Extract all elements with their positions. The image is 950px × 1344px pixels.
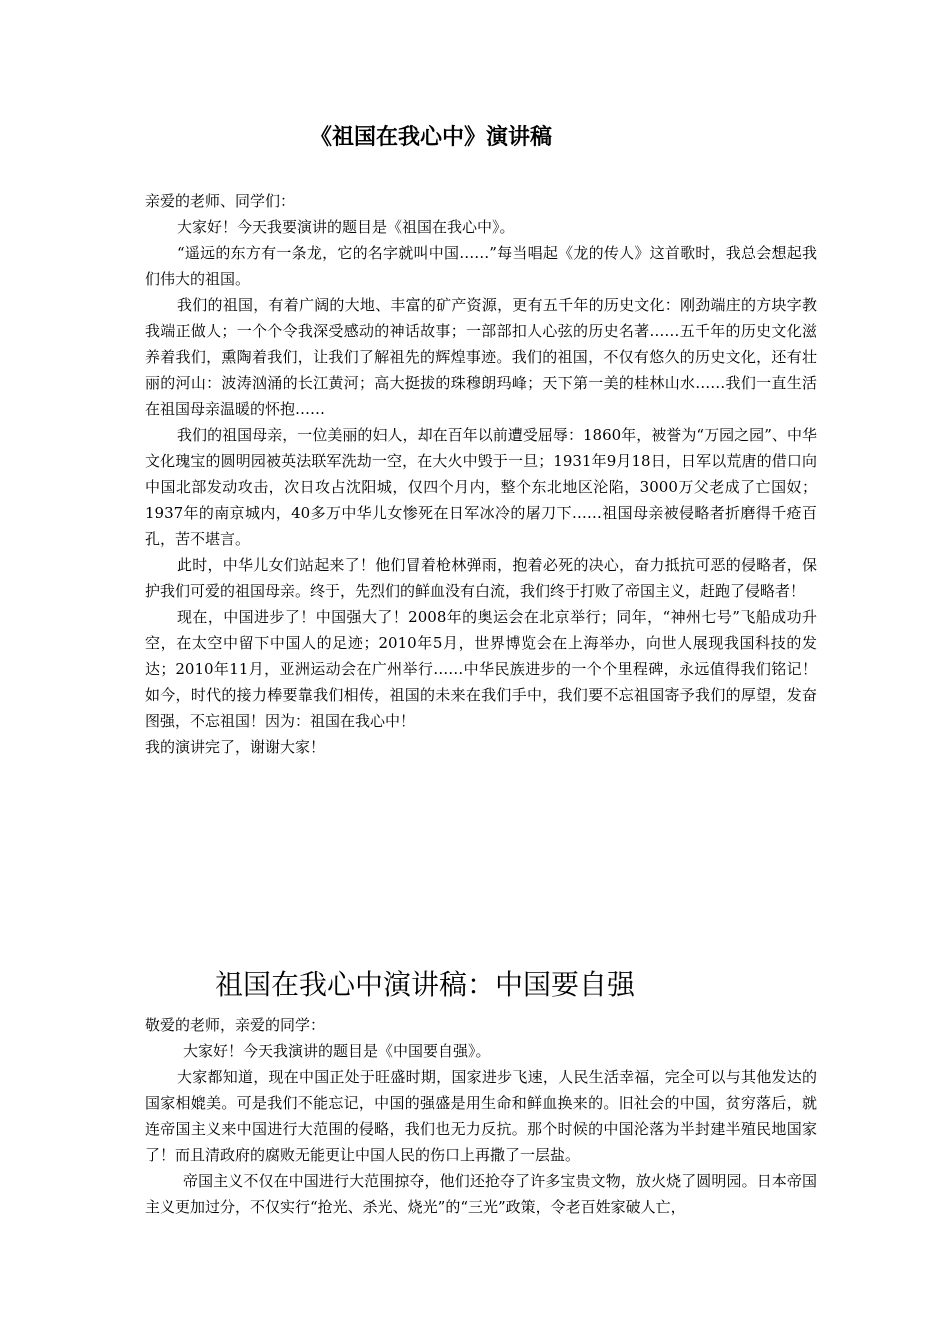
second-article-title: 祖国在我心中演讲稿：中国要自强 [215,968,636,1001]
second-article-body [145,1012,817,1220]
article-title: 《祖国在我心中》演讲稿 [309,125,552,150]
paragraph: 我们的祖国，有着广阔的大地、丰富的矿产资源，更有五千年的历史文化：刚劲端庄的方块字教我端正做人；一个个令我深受感动的神话故事；一部部扣人心弦的历史名著……五千年的历史文化滋养着我们，熏陶着我们，让我们了解祖先的辉煌事迹。我们的祖国，不仅有悠久的历史文化，还有壮丽的河山：波涛汹涌的长江黄河；高大挺拔的珠穆朗玛峰；天下第一美的桂林山水……我们一直生活在祖国母亲温暖的怀抱…… [145,296,817,418]
closing-line: 我的演讲完了，谢谢大家！ [145,738,326,756]
paragraph: 大家都知道，现在中国正处于旺盛时期，国家进步飞速，人民生活幸福，完全可以与其他发达的国家相媲美。可是我们不能忘记，中国的强盛是用生命和鲜血换来的。旧社会的中国，贫穷落后，就连帝国主义来中国进行大范围的侵略，我们也无力反抗。那个时候的中国沦落为半封建半殖民地国家了！而且清政府的腐败无能更让中国人民的伤口上再撒了一层盐。 [145,1068,817,1164]
paragraph: 大家好！今天我要演讲的题目是《祖国在我心中》。 [177,218,515,236]
paragraph: 帝国主义不仅在中国进行大范围掠夺，他们还抢夺了许多宝贵文物，放火烧了圆明园。日本帝国主义更加过分，不仅实行“抢光、杀光、烧光”的“三光”政策，令老百姓家破人亡， [145,1172,817,1216]
article-body [145,188,817,760]
paragraph: 我们的祖国母亲，一位美丽的妇人，却在百年以前遭受屈辱：1860年，被誉为“万园之园”、中华文化瑰宝的圆明园被英法联军洗劫一空，在大火中毁于一旦；1931年9月18日，日军以荒唐的借口向中国北部发动攻击，次日攻占沈阳城，仅四个月内，整个东北地区沦陷，3000万父老成了亡国奴；1937年的南京城内，40多万中华儿女惨死在日军冰冷的屠刀下……祖国母亲被侵略者折磨得千疮百孔，苦不堪言。 [145,426,817,548]
paragraph: “遥远的东方有一条龙，它的名字就叫中国……”每当唱起《龙的传人》这首歌时，我总会想起我们伟大的祖国。 [145,244,817,288]
paragraph: 现在，中国进步了！中国强大了！2008年的奥运会在北京举行；同年，“神州七号”飞船成功升空，在太空中留下中国人的足迹；2010年5月，世界博览会在上海举办，向世人展现我国科技的发达；2010年11月，亚洲运动会在广州举行……中华民族进步的一个个里程碑，永远值得我们铭记！如今，时代的接力棒要靠我们相传，祖国的未来在我们手中，我们要不忘祖国寄予我们的厚望，发奋图强，不忘祖国！因为：祖国在我心中！ [145,608,817,730]
paragraph: 大家好！今天我演讲的题目是《中国要自强》。 [183,1042,491,1060]
salutation: 亲爱的老师、同学们： [145,192,296,210]
salutation: 敬爱的老师，亲爱的同学： [145,1016,326,1034]
paragraph: 此时，中华儿女们站起来了！他们冒着枪林弹雨，抱着必死的决心，奋力抵抗可恶的侵略者，保护我们可爱的祖国母亲。终于，先烈们的鲜血没有白流，我们终于打败了帝国主义，赶跑了侵略者！ [145,556,817,600]
